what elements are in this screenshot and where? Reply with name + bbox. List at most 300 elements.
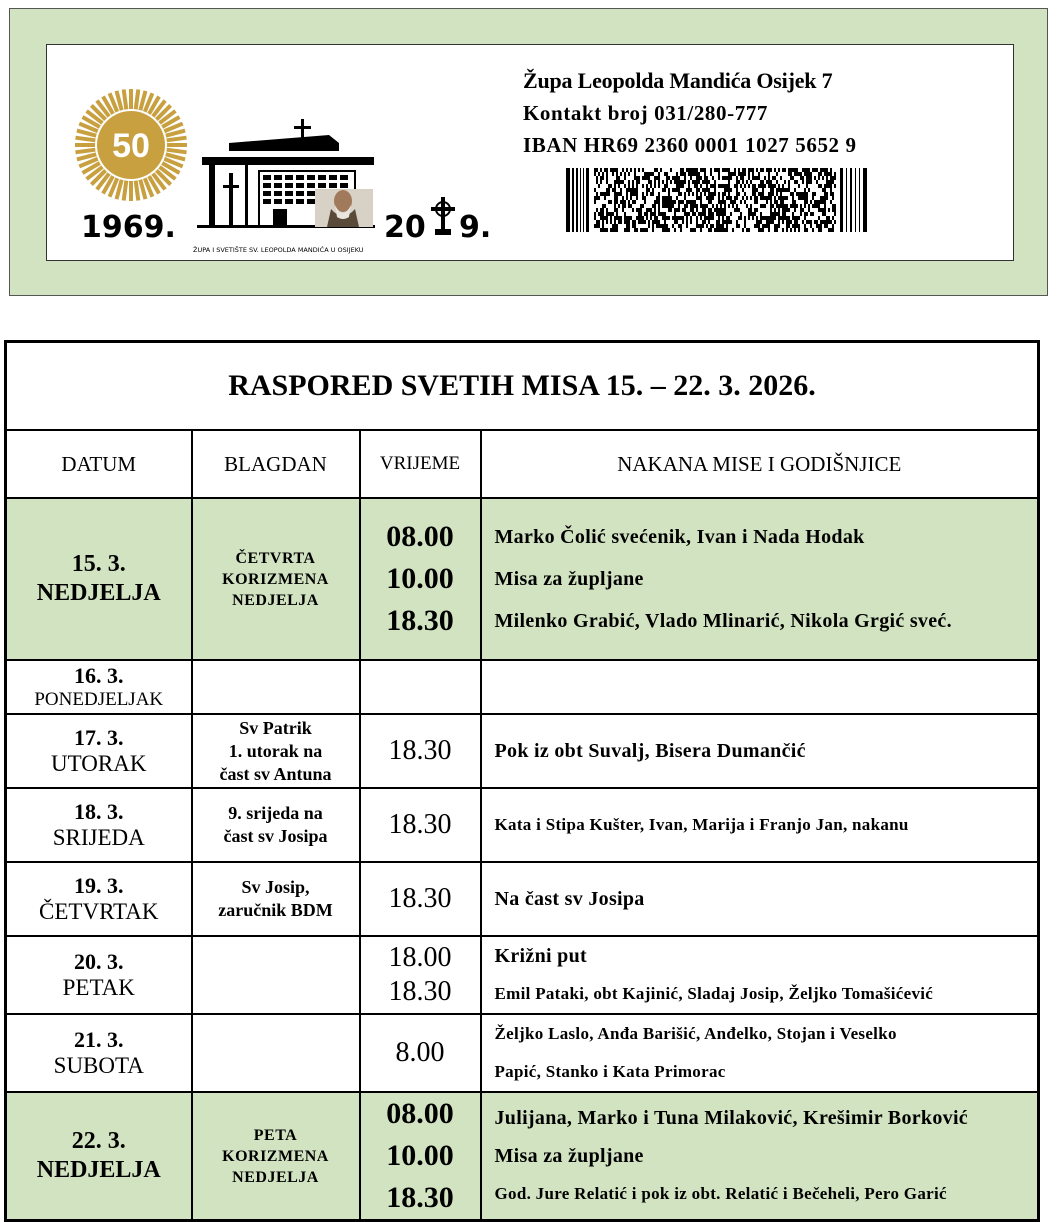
intention: Emil Pataki, obt Kajinić, Sladaj Josip, Željko Tomašićević xyxy=(494,984,934,1003)
feast-line: Sv Patrik xyxy=(239,717,312,738)
barcode-module xyxy=(740,184,742,188)
barcode-module xyxy=(618,220,620,224)
barcode-module xyxy=(832,196,834,200)
barcode-module xyxy=(730,176,732,180)
barcode-module xyxy=(744,184,746,188)
barcode-module xyxy=(594,224,596,228)
barcode-module xyxy=(778,188,780,192)
table-row xyxy=(6,714,1039,788)
barcode-module xyxy=(648,180,650,184)
barcode-module xyxy=(782,188,784,192)
barcode-module xyxy=(646,184,648,188)
barcode-module xyxy=(728,192,730,196)
barcode-module xyxy=(714,168,716,172)
barcode-module xyxy=(624,216,626,220)
barcode-module xyxy=(822,188,824,192)
barcode-module xyxy=(646,208,648,212)
church-window xyxy=(340,175,348,180)
barcode-module xyxy=(770,204,772,208)
barcode-module xyxy=(680,224,682,228)
barcode-module xyxy=(666,224,668,228)
barcode-module xyxy=(792,168,794,172)
barcode-module xyxy=(712,212,714,216)
barcode-module xyxy=(746,196,748,200)
barcode-module xyxy=(706,188,708,192)
barcode-module xyxy=(712,216,714,220)
barcode-module xyxy=(596,224,598,228)
barcode-module xyxy=(724,176,726,180)
barcode-module xyxy=(738,224,740,228)
barcode-module xyxy=(718,216,720,220)
barcode-module xyxy=(776,228,778,232)
mass-time: 18.30 xyxy=(388,735,452,766)
parish-jubilee-logo xyxy=(69,85,509,257)
barcode-module xyxy=(680,216,682,220)
barcode-module xyxy=(634,188,636,192)
barcode-module xyxy=(688,168,690,172)
barcode-module xyxy=(710,192,712,196)
barcode-module xyxy=(786,228,788,232)
barcode-module xyxy=(822,220,824,224)
barcode-module xyxy=(792,176,794,180)
barcode-module xyxy=(768,216,770,220)
barcode-module xyxy=(634,192,636,196)
barcode-module xyxy=(662,224,664,228)
barcode-module xyxy=(736,188,738,192)
barcode-module xyxy=(662,204,664,208)
barcode-module xyxy=(746,228,748,232)
barcode-module xyxy=(616,208,618,212)
barcode-module xyxy=(612,228,614,232)
barcode-module xyxy=(666,172,668,176)
barcode-module xyxy=(792,224,794,228)
barcode-module xyxy=(796,192,798,196)
barcode-module xyxy=(704,172,706,176)
barcode-module xyxy=(722,168,724,172)
barcode-module xyxy=(744,220,746,224)
barcode-module xyxy=(790,192,792,196)
date-cell xyxy=(6,936,192,1014)
barcode-module xyxy=(804,192,806,196)
barcode-module xyxy=(712,196,714,200)
sun-ray xyxy=(124,181,127,201)
barcode-module xyxy=(642,204,644,208)
barcode-module xyxy=(646,176,648,180)
barcode-module xyxy=(682,168,684,172)
barcode-module xyxy=(624,176,626,180)
barcode-module xyxy=(828,184,830,188)
feast-line: čast sv Antuna xyxy=(219,763,332,784)
barcode-module xyxy=(818,208,820,212)
barcode-module xyxy=(636,208,638,212)
barcode-module xyxy=(794,172,796,176)
barcode-module xyxy=(780,196,782,200)
barcode-module xyxy=(802,196,804,200)
barcode-module xyxy=(804,204,806,208)
barcode-module xyxy=(840,168,843,232)
barcode-module xyxy=(832,216,834,220)
barcode-module xyxy=(830,192,832,196)
barcode-module xyxy=(832,176,834,180)
barcode-module xyxy=(662,196,664,200)
date: 20. 3. xyxy=(74,949,124,974)
barcode-module xyxy=(780,200,782,204)
barcode-module xyxy=(656,220,658,224)
barcode-module xyxy=(628,180,630,184)
barcode-module xyxy=(628,224,630,228)
barcode-module xyxy=(728,176,730,180)
barcode-module xyxy=(718,220,720,224)
barcode-module xyxy=(722,212,724,216)
barcode-module xyxy=(690,172,692,176)
barcode-module xyxy=(694,212,696,216)
barcode-module xyxy=(794,188,796,192)
intention: Marko Čolić svećenik, Ivan i Nada Hodak xyxy=(494,526,865,548)
barcode-module xyxy=(680,228,682,232)
barcode-module xyxy=(676,208,678,212)
barcode-module xyxy=(676,196,678,200)
barcode-module xyxy=(824,220,826,224)
barcode-module xyxy=(652,212,654,216)
barcode-module xyxy=(696,216,698,220)
barcode-module xyxy=(722,220,724,224)
barcode-module xyxy=(770,200,772,204)
barcode-module xyxy=(834,184,836,188)
church-window xyxy=(285,175,293,180)
barcode-module xyxy=(610,220,612,224)
barcode-module xyxy=(828,180,830,184)
sun-icon xyxy=(75,89,187,201)
barcode-module xyxy=(834,212,836,216)
church-window xyxy=(318,175,326,180)
barcode-module xyxy=(744,200,746,204)
barcode-module xyxy=(664,172,666,176)
barcode-module xyxy=(802,168,804,172)
barcode-module xyxy=(684,196,686,200)
barcode-module xyxy=(758,176,760,180)
intention-cell xyxy=(481,1092,1039,1221)
barcode-module xyxy=(632,224,634,228)
barcode-module xyxy=(814,192,816,196)
barcode-module xyxy=(776,172,778,176)
barcode-module xyxy=(700,224,702,228)
barcode-module xyxy=(800,208,802,212)
barcode-module xyxy=(762,216,764,220)
barcode-module xyxy=(802,220,804,224)
barcode-module xyxy=(826,180,828,184)
barcode-module xyxy=(820,220,822,224)
barcode-module xyxy=(806,172,808,176)
barcode-module xyxy=(694,184,696,188)
barcode-module xyxy=(788,180,790,184)
barcode-module xyxy=(640,212,642,216)
barcode-module xyxy=(664,212,666,216)
barcode-module xyxy=(676,188,678,192)
barcode-module xyxy=(658,192,660,196)
weekday: NEDJELJA xyxy=(36,580,161,606)
intention: Milenko Grabić, Vlado Mlinarić, Nikola Grgić sveć. xyxy=(494,610,952,632)
barcode-module xyxy=(638,180,640,184)
barcode-module xyxy=(652,228,654,232)
barcode-module xyxy=(604,216,606,220)
date-cell xyxy=(6,1014,192,1092)
barcode-module xyxy=(780,188,782,192)
barcode-module xyxy=(760,184,762,188)
barcode-module xyxy=(664,184,666,188)
barcode-module xyxy=(642,228,644,232)
barcode-module xyxy=(600,168,602,172)
barcode-module xyxy=(704,208,706,212)
barcode-module xyxy=(614,224,616,228)
barcode-module xyxy=(830,184,832,188)
barcode-module xyxy=(780,204,782,208)
barcode-module xyxy=(704,192,706,196)
barcode-module xyxy=(700,216,702,220)
barcode-module xyxy=(758,228,760,232)
barcode-module xyxy=(718,184,720,188)
barcode-module xyxy=(820,172,822,176)
barcode-module xyxy=(826,172,828,176)
barcode-module xyxy=(822,200,824,204)
barcode-module xyxy=(762,228,764,232)
barcode-module xyxy=(752,188,754,192)
barcode-module xyxy=(632,208,634,212)
barcode-module xyxy=(606,168,608,172)
barcode-module xyxy=(680,184,682,188)
barcode-module xyxy=(718,200,720,204)
church-window xyxy=(274,175,282,180)
barcode-module xyxy=(600,192,602,196)
barcode-module xyxy=(824,208,826,212)
barcode-module xyxy=(744,224,746,228)
barcode-module xyxy=(818,204,820,208)
barcode-module xyxy=(598,212,600,216)
barcode-module xyxy=(694,200,696,204)
barcode-module xyxy=(830,172,832,176)
parish-contact-block xyxy=(523,65,857,161)
mass-time: 18.00 xyxy=(388,942,452,973)
barcode-module xyxy=(758,224,760,228)
barcode-module xyxy=(594,200,596,204)
barcode-module xyxy=(606,180,608,184)
barcode-module xyxy=(818,228,820,232)
barcode-module xyxy=(744,172,746,176)
barcode-module xyxy=(734,196,736,200)
barcode-module xyxy=(596,196,598,200)
barcode-module xyxy=(624,200,626,204)
barcode-module xyxy=(692,180,694,184)
barcode-module xyxy=(758,172,760,176)
church-window xyxy=(296,175,304,180)
barcode-module xyxy=(830,176,832,180)
barcode-module xyxy=(660,212,662,216)
barcode-module xyxy=(672,216,674,220)
barcode-module xyxy=(800,212,802,216)
barcode-module xyxy=(668,196,670,200)
barcode-module xyxy=(824,212,826,216)
barcode-module xyxy=(672,200,674,204)
feast-line: 1. utorak na xyxy=(228,740,323,761)
barcode-module xyxy=(742,196,744,200)
sun-ray xyxy=(167,138,187,141)
barcode-module xyxy=(812,196,814,200)
barcode-module xyxy=(618,204,620,208)
barcode-module xyxy=(680,180,682,184)
barcode-module xyxy=(598,224,600,228)
barcode-module xyxy=(748,212,750,216)
year-start: 1969. xyxy=(81,210,176,245)
intention: Misa za župljane xyxy=(494,1145,644,1167)
barcode-module xyxy=(754,184,756,188)
barcode-module xyxy=(760,168,762,172)
barcode-module xyxy=(738,208,740,212)
church-window xyxy=(263,199,271,204)
barcode-module xyxy=(606,192,608,196)
barcode-module xyxy=(580,168,581,232)
intention-cell xyxy=(481,714,1039,788)
barcode-module xyxy=(632,180,634,184)
barcode-module xyxy=(616,172,618,176)
barcode-module xyxy=(760,228,762,232)
barcode-module xyxy=(730,188,732,192)
date: 22. 3. xyxy=(71,1128,126,1154)
barcode-module xyxy=(624,172,626,176)
barcode-module xyxy=(698,180,700,184)
barcode-module xyxy=(814,168,816,172)
barcode-module xyxy=(696,204,698,208)
barcode-module xyxy=(786,220,788,224)
barcode-module xyxy=(736,176,738,180)
barcode-module xyxy=(812,228,814,232)
barcode-module xyxy=(688,212,690,216)
barcode-module xyxy=(830,200,832,204)
barcode-module xyxy=(802,180,804,184)
barcode-module xyxy=(602,176,604,180)
barcode-module xyxy=(812,192,814,196)
barcode-module xyxy=(744,168,746,172)
barcode-module xyxy=(646,172,648,176)
barcode-module xyxy=(782,208,784,212)
barcode-module xyxy=(696,192,698,196)
barcode-module xyxy=(810,212,812,216)
barcode-module xyxy=(738,180,740,184)
barcode-module xyxy=(702,220,704,224)
barcode-module xyxy=(762,224,764,228)
weekday: UTORAK xyxy=(51,751,147,776)
barcode-module xyxy=(688,188,690,192)
church-window xyxy=(296,199,304,204)
barcode-module xyxy=(678,216,680,220)
barcode-module xyxy=(830,180,832,184)
barcode-module xyxy=(638,212,640,216)
sun-ray xyxy=(75,150,95,153)
sun-ray xyxy=(75,138,95,141)
barcode-module xyxy=(656,196,658,200)
barcode-module xyxy=(676,180,678,184)
barcode-module xyxy=(652,192,654,196)
barcode-module xyxy=(692,168,694,172)
barcode-module xyxy=(722,216,724,220)
barcode-module xyxy=(708,200,710,204)
barcode-module xyxy=(634,176,636,180)
barcode-module xyxy=(706,180,708,184)
barcode-module xyxy=(598,220,600,224)
barcode-module xyxy=(636,192,638,196)
header-card xyxy=(46,44,1014,261)
barcode-module xyxy=(828,216,830,220)
barcode-module xyxy=(796,224,798,228)
barcode-module xyxy=(654,180,656,184)
barcode-module xyxy=(738,172,740,176)
barcode-module xyxy=(608,192,610,196)
barcode-module xyxy=(730,200,732,204)
barcode-module xyxy=(770,180,772,184)
barcode-module xyxy=(724,184,726,188)
barcode-module xyxy=(696,224,698,228)
barcode-module xyxy=(628,188,630,192)
barcode-module xyxy=(602,228,604,232)
barcode-module xyxy=(674,216,676,220)
barcode-module xyxy=(806,196,808,200)
barcode-module xyxy=(728,168,730,172)
barcode-module xyxy=(626,224,628,228)
barcode-module xyxy=(604,228,606,232)
barcode-module xyxy=(608,212,610,216)
barcode-module xyxy=(804,224,806,228)
barcode-module xyxy=(688,180,690,184)
barcode-module xyxy=(826,168,828,172)
barcode-module xyxy=(664,188,666,192)
barcode-module xyxy=(752,168,754,172)
barcode-module xyxy=(788,188,790,192)
barcode-module xyxy=(612,224,614,228)
barcode-module xyxy=(736,180,738,184)
barcode-module xyxy=(792,204,794,208)
barcode-module xyxy=(766,196,768,200)
barcode-module xyxy=(824,224,826,228)
church-window xyxy=(263,175,271,180)
barcode-module xyxy=(648,172,650,176)
barcode-module xyxy=(666,200,668,204)
barcode-module xyxy=(822,208,824,212)
barcode-module xyxy=(718,224,720,228)
barcode-module xyxy=(646,192,648,196)
barcode-module xyxy=(700,212,702,216)
barcode-module xyxy=(754,196,756,200)
barcode-module xyxy=(706,204,708,208)
barcode-module xyxy=(800,176,802,180)
barcode-module xyxy=(594,172,596,176)
barcode-module xyxy=(686,224,688,228)
church-window xyxy=(285,199,293,204)
barcode-module xyxy=(726,184,728,188)
barcode-module xyxy=(646,188,648,192)
barcode-module xyxy=(618,176,620,180)
barcode-module xyxy=(754,224,756,228)
barcode-module xyxy=(602,224,604,228)
celtic-cross-icon xyxy=(431,197,455,235)
barcode-module xyxy=(790,168,792,172)
barcode-module xyxy=(614,180,616,184)
barcode-module xyxy=(708,220,710,224)
barcode-module xyxy=(690,176,692,180)
church-window xyxy=(274,199,282,204)
barcode-module xyxy=(602,216,604,220)
date: 19. 3. xyxy=(74,873,124,898)
barcode-module xyxy=(634,200,636,204)
barcode-module xyxy=(730,172,732,176)
barcode-module xyxy=(802,208,804,212)
